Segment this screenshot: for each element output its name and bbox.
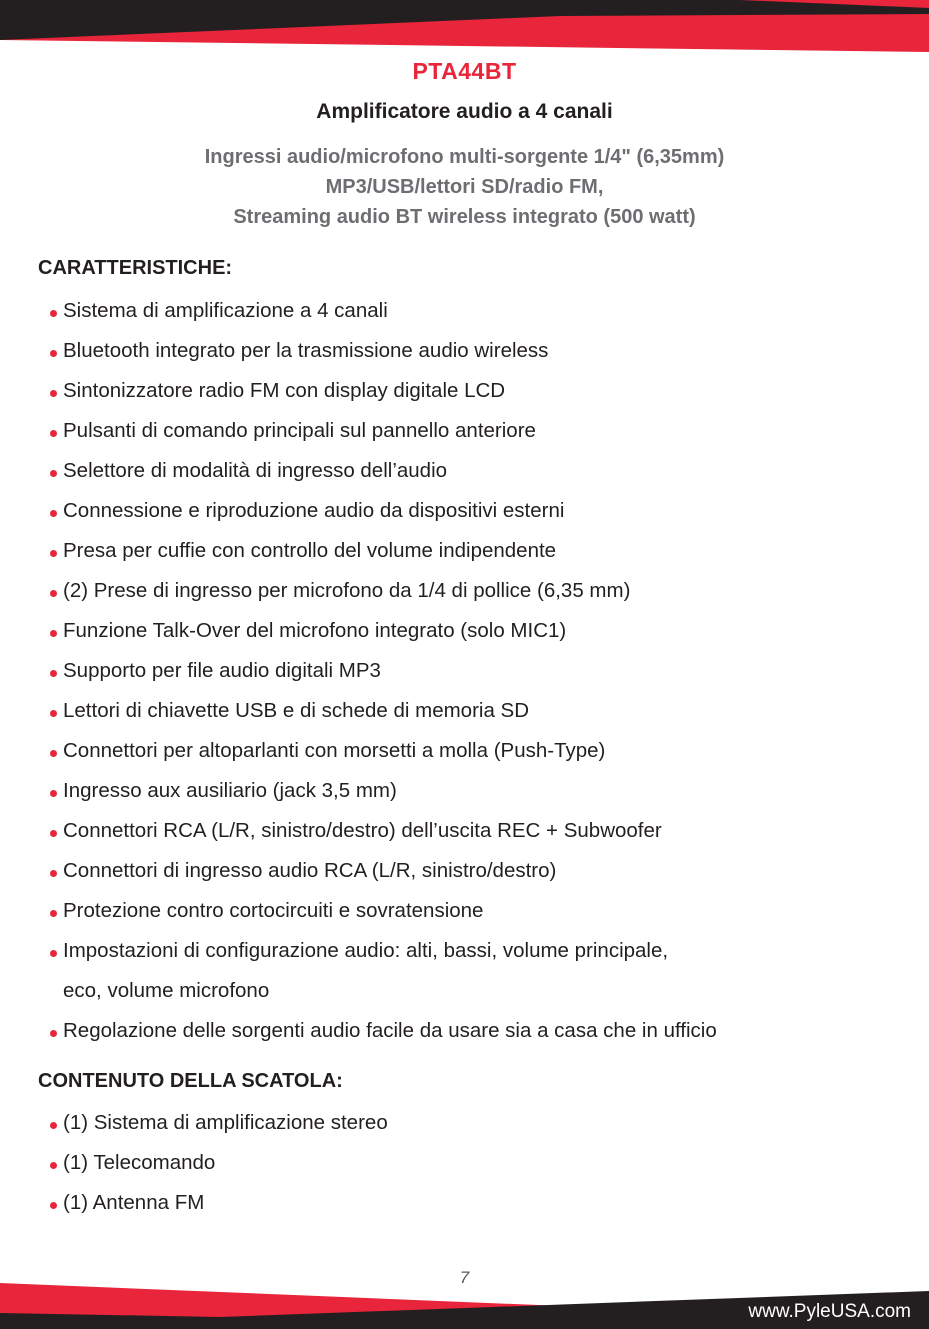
feature-item [47, 691, 717, 731]
bullet-icon [50, 590, 57, 597]
subtitle-line: Ingressi audio/microfono multi-sorgente 1/4" (6,35mm) [204, 146, 725, 168]
feature-text: Impostazioni di configurazione audio: alti, bassi, volume principale, [63, 939, 669, 962]
product-subtitle [0, 142, 929, 232]
subtitle-line: MP3/USB/lettori SD/radio FM, [325, 176, 604, 198]
features-list [47, 291, 717, 1051]
bullet-icon [50, 630, 57, 637]
feature-text: Supporto per file audio digitali MP3 [63, 659, 381, 682]
bullet-icon [50, 510, 57, 517]
feature-item [47, 491, 717, 531]
features-heading: CARATTERISTICHE: [38, 257, 233, 279]
feature-item [47, 1011, 717, 1051]
feature-text: Connettori di ingresso audio RCA (L/R, sinistro/destro) [63, 859, 557, 882]
feature-item [47, 571, 717, 611]
box-item [47, 1103, 388, 1143]
feature-text: Presa per cuffie con controllo del volume indipendente [63, 539, 557, 562]
feature-text: Sintonizzatore radio FM con display digitale LCD [63, 379, 506, 402]
product-code: PTA44BT [412, 58, 517, 84]
bullet-icon [50, 950, 57, 957]
feature-item [47, 411, 717, 451]
feature-item [47, 931, 717, 971]
feature-text: Protezione contro cortocircuiti e sovratensione [63, 899, 484, 922]
bullet-icon [50, 750, 57, 757]
feature-text: Funzione Talk-Over del microfono integrato (solo MIC1) [63, 619, 567, 642]
feature-text: Connessione e riproduzione audio da dispositivi esterni [63, 499, 565, 522]
bullet-icon [50, 830, 57, 837]
feature-item [47, 531, 717, 571]
feature-item [47, 331, 717, 371]
feature-item [47, 811, 717, 851]
feature-item [47, 731, 717, 771]
box-item-text: (1) Sistema di amplificazione stereo [63, 1111, 388, 1134]
top-decorative-band [0, 0, 929, 60]
bullet-icon [50, 1162, 57, 1169]
bullet-icon [50, 710, 57, 717]
feature-item [47, 851, 717, 891]
bullet-icon [50, 470, 57, 477]
bullet-icon [50, 350, 57, 357]
feature-text: Connettori per altoparlanti con morsetti a molla (Push-Type) [63, 739, 606, 762]
box-item-text: (1) Telecomando [63, 1151, 216, 1174]
feature-item [47, 891, 717, 931]
feature-text: Lettori di chiavette USB e di schede di memoria SD [63, 699, 530, 722]
bullet-icon [50, 1030, 57, 1037]
footer-website-link[interactable]: www.PyleUSA.com [748, 1301, 911, 1322]
feature-text: Bluetooth integrato per la trasmissione audio wireless [63, 339, 549, 362]
bullet-icon [50, 870, 57, 877]
bullet-icon [50, 1202, 57, 1209]
feature-text: Sistema di amplificazione a 4 canali [63, 299, 388, 322]
feature-text: Selettore di modalità di ingresso dell’audio [63, 459, 448, 482]
box-item-text: (1) Antenna FM [63, 1191, 205, 1214]
bullet-icon [50, 550, 57, 557]
bullet-icon [50, 430, 57, 437]
feature-item [47, 291, 717, 331]
page-number: 7 [459, 1268, 470, 1287]
feature-text: Pulsanti di comando principali sul pannello anteriore [63, 419, 536, 442]
feature-item-continuation [47, 971, 717, 1011]
box-contents-heading: CONTENUTO DELLA SCATOLA: [38, 1070, 343, 1092]
feature-text: eco, volume microfono [63, 979, 270, 1002]
bullet-icon [50, 310, 57, 317]
subtitle-line: Streaming audio BT wireless integrato (500 watt) [233, 206, 696, 228]
box-contents-list [47, 1103, 388, 1223]
feature-text: Regolazione delle sorgenti audio facile da usare sia a casa che in ufficio [63, 1019, 717, 1042]
feature-item [47, 651, 717, 691]
box-item [47, 1183, 388, 1223]
feature-text: (2) Prese di ingresso per microfono da 1/4 di pollice (6,35 mm) [63, 579, 631, 602]
feature-item [47, 371, 717, 411]
feature-item [47, 451, 717, 491]
feature-text: Ingresso aux ausiliario (jack 3,5 mm) [63, 779, 397, 802]
feature-text: Connettori RCA (L/R, sinistro/destro) dell’uscita REC + Subwoofer [63, 819, 662, 842]
bullet-icon [50, 910, 57, 917]
box-item [47, 1143, 388, 1183]
feature-item [47, 611, 717, 651]
product-title: Amplificatore audio a 4 canali [316, 100, 613, 123]
bullet-icon [50, 790, 57, 797]
feature-item [47, 771, 717, 811]
bullet-icon [50, 390, 57, 397]
bullet-icon [50, 1122, 57, 1129]
bullet-icon [50, 670, 57, 677]
